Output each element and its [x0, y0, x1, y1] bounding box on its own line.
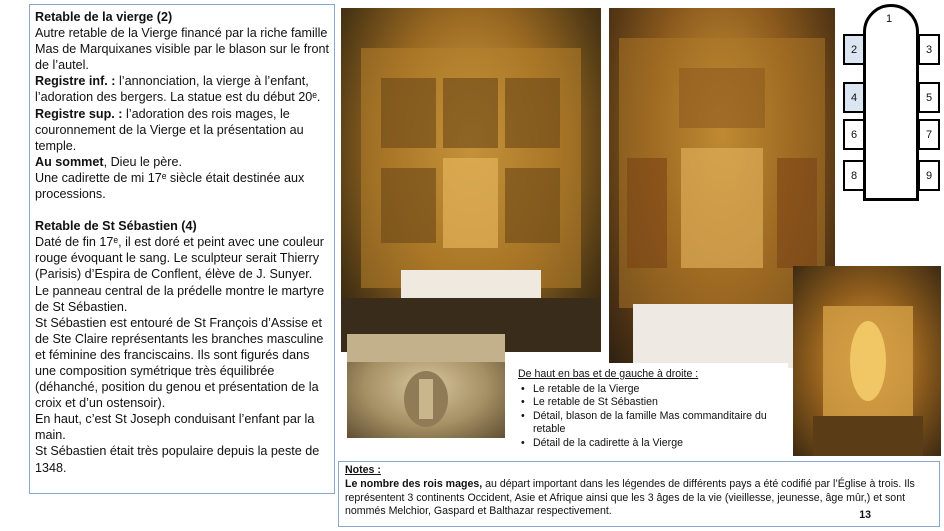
notes-text: Le nombre des rois mages, au départ important dans les légendes de différents pays a été codifié par l’Église à trois. Ils représentent 3 continents Occident, Asie et Afrique ainsi que les 3 âges de la vie (vieillesse, jeunesse, âge mûr,) et sont nommés Melchior, Gaspard et Balthazar respectivement.: [345, 477, 915, 518]
caption-item: • Le retable de St Sébastien: [518, 396, 782, 410]
caption-item: • Détail de la cadirette à la Vierge: [518, 437, 782, 451]
vierge-sommet: Au sommet, Dieu le père.: [35, 154, 182, 169]
vierge-title: Retable de la vierge (2): [35, 10, 173, 24]
sebastien-p4: En haut, c’est St Joseph conduisant l’enfant par la main.: [35, 412, 315, 443]
sebastien-p2: Le panneau central de la prédelle montre le martyre de St Sébastien.: [35, 283, 325, 314]
sebastien-p3: St Sébastien est entouré de St François d’Assise et de Ste Claire représentants les branches masculine et féminine des franciscains. Ils sont figurés dans une composition symétrique très équilibrée (déhanché, position du genou et présentation de la croix et d’un ostensoir).: [35, 315, 324, 411]
church-plan-diagram: [838, 2, 942, 202]
photo-caption: [512, 363, 788, 455]
notes-title: Notes :: [345, 464, 381, 476]
plan-chapel-4: 4: [843, 82, 865, 113]
photo-blason-mas: [347, 334, 505, 438]
page-number: 13: [859, 509, 871, 522]
plan-chapel-7: 7: [918, 119, 940, 150]
plan-chapel-3: 3: [918, 34, 940, 65]
vierge-registre-sup: Registre sup. : l’adoration des rois mages, le couronnement de la Vierge et la présentation au temple.: [35, 106, 304, 153]
sebastien-p1: Daté de fin 17ᵉ, il est doré et peint avec une couleur rouge évoquant le sang. Le sculpteur serait Thierry (Parisis) d’Espira de Conflent, élève de J. Sunyer.: [35, 235, 324, 282]
vierge-cadirette: Une cadirette de mi 17ᵉ siècle était destinée aux processions.: [35, 170, 305, 202]
caption-item: • Détail, blason de la famille Mas commanditaire du retable: [518, 410, 782, 437]
plan-chapel-5: 5: [918, 82, 940, 113]
plan-label-1: 1: [886, 13, 893, 25]
vierge-intro: Autre retable de la Vierge financé par la riche famille Mas de Marquixanes visible par le blason sur le front de l’autel.: [35, 26, 329, 73]
notes-box: [338, 461, 940, 527]
plan-chapel-8: 8: [843, 160, 865, 191]
vierge-registre-inf: Registre inf. : l’annonciation, la vierge à l’enfant, l’adoration des bergers. La statue est du début 20ᵉ.: [35, 74, 321, 105]
caption-item: • Le retable de la Vierge: [518, 383, 782, 397]
sebastien-title: Retable de St Sébastien (4): [35, 219, 197, 234]
plan-chapel-9: 9: [918, 160, 940, 191]
plan-nave: [863, 4, 919, 201]
sebastien-p5: St Sébastien était très populaire depuis la peste de 1348.: [35, 444, 320, 475]
plan-chapel-2: 2: [843, 34, 865, 65]
photo-retable-vierge: [341, 8, 601, 352]
photo-cadirette: [793, 266, 941, 456]
text-panel: [29, 4, 335, 494]
plan-chapel-6: 6: [843, 119, 865, 150]
caption-title: De haut en bas et de gauche à droite :: [518, 368, 699, 380]
caption-list: [518, 383, 782, 451]
